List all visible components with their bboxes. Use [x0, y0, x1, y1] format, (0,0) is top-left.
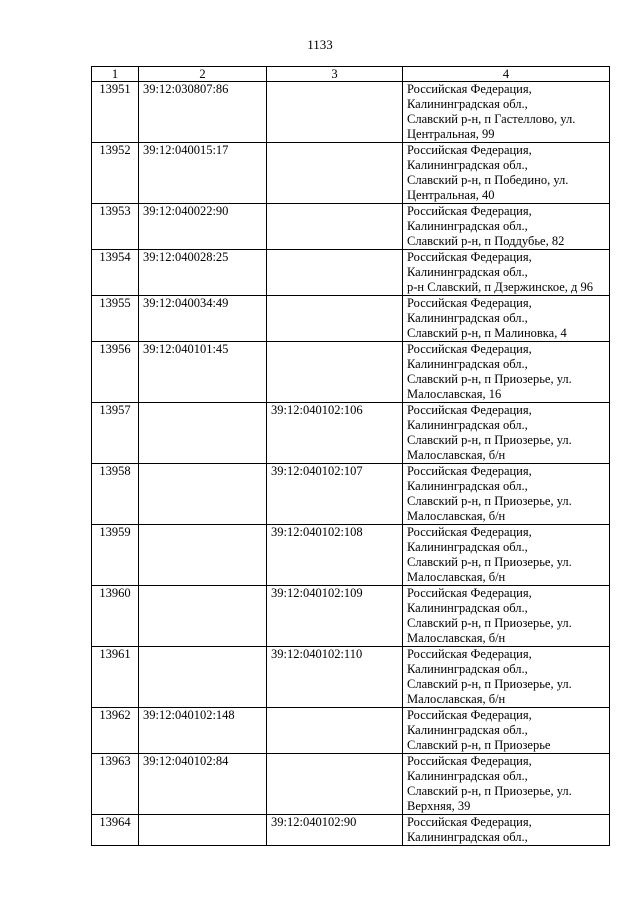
- cadastral-number: 39:12:040028:25: [139, 250, 267, 296]
- cadastral-number: [139, 403, 267, 464]
- cadastral-number-alt: 39:12:040102:106: [267, 403, 403, 464]
- cadastral-number-alt: [267, 296, 403, 342]
- cadastral-number-alt: [267, 708, 403, 754]
- cadastral-number: 39:12:040022:90: [139, 204, 267, 250]
- cadastral-number-alt: [267, 143, 403, 204]
- table-row: [92, 815, 610, 846]
- cadastral-number: [139, 525, 267, 586]
- table-row: [92, 403, 610, 464]
- cadastral-number-alt: [267, 754, 403, 815]
- address: Российская Федерация, Калининградская обл., р-н Славский, п Дзержинское, д 96: [403, 250, 610, 296]
- cadastral-number-alt: [267, 342, 403, 403]
- cadastral-number: 39:12:040102:84: [139, 754, 267, 815]
- address: Российская Федерация, Калининградская обл.,: [403, 815, 610, 846]
- address: Российская Федерация, Калининградская обл., Славский р-н, п Приозерье, ул. Малославская, б/н: [403, 647, 610, 708]
- row-number: 13954: [92, 250, 139, 296]
- table-row: [92, 525, 610, 586]
- cadastral-number: [139, 815, 267, 846]
- table-row: [92, 143, 610, 204]
- column-header-4: 4: [403, 67, 610, 82]
- row-number: 13961: [92, 647, 139, 708]
- row-number: 13964: [92, 815, 139, 846]
- table-row: [92, 296, 610, 342]
- column-header-3: 3: [267, 67, 403, 82]
- address: Российская Федерация, Калининградская обл., Славский р-н, п Поддубье, 82: [403, 204, 610, 250]
- cadastral-number: [139, 647, 267, 708]
- address: Российская Федерация, Калининградская обл., Славский р-н, п Приозерье, ул. Малославская, б/н: [403, 586, 610, 647]
- table-row: [92, 342, 610, 403]
- table-row: [92, 647, 610, 708]
- column-header-2: 2: [139, 67, 267, 82]
- cadastral-number: 39:12:040015:17: [139, 143, 267, 204]
- table-row: [92, 754, 610, 815]
- cadastral-number-alt: 39:12:040102:90: [267, 815, 403, 846]
- column-header-1: 1: [92, 67, 139, 82]
- cadastral-number-alt: [267, 250, 403, 296]
- address: Российская Федерация, Калининградская обл., Славский р-н, п Гастеллово, ул. Центральная, 99: [403, 82, 610, 143]
- address: Российская Федерация, Калининградская обл., Славский р-н, п Приозерье, ул. Малославская, б/н: [403, 403, 610, 464]
- row-number: 13952: [92, 143, 139, 204]
- cadastral-number: 39:12:040102:148: [139, 708, 267, 754]
- address: Российская Федерация, Калининградская обл., Славский р-н, п Победино, ул. Центральная, 40: [403, 143, 610, 204]
- cadastral-number-alt: 39:12:040102:109: [267, 586, 403, 647]
- row-number: 13958: [92, 464, 139, 525]
- cadastral-number-alt: 39:12:040102:110: [267, 647, 403, 708]
- cadastral-number-alt: [267, 204, 403, 250]
- row-number: 13962: [92, 708, 139, 754]
- table-row: [92, 586, 610, 647]
- address: Российская Федерация, Калининградская обл., Славский р-н, п Малиновка, 4: [403, 296, 610, 342]
- address: Российская Федерация, Калининградская обл., Славский р-н, п Приозерье, ул. Малославская, б/н: [403, 464, 610, 525]
- row-number: 13959: [92, 525, 139, 586]
- address: Российская Федерация, Калининградская обл., Славский р-н, п Приозерье: [403, 708, 610, 754]
- row-number: 13953: [92, 204, 139, 250]
- row-number: 13960: [92, 586, 139, 647]
- address: Российская Федерация, Калининградская обл., Славский р-н, п Приозерье, ул. Верхняя, 39: [403, 754, 610, 815]
- row-number: 13963: [92, 754, 139, 815]
- cadastral-number: [139, 464, 267, 525]
- table-row: [92, 82, 610, 143]
- table-header-row: [92, 67, 610, 82]
- page-number: 1133: [307, 37, 333, 52]
- row-number: 13951: [92, 82, 139, 143]
- registry-table: [91, 66, 610, 846]
- cadastral-number: [139, 586, 267, 647]
- row-number: 13955: [92, 296, 139, 342]
- cadastral-number: 39:12:030807:86: [139, 82, 267, 143]
- cadastral-number-alt: 39:12:040102:107: [267, 464, 403, 525]
- table-row: [92, 250, 610, 296]
- cadastral-number-alt: 39:12:040102:108: [267, 525, 403, 586]
- address: Российская Федерация, Калининградская обл., Славский р-н, п Приозерье, ул. Малославская, 16: [403, 342, 610, 403]
- table-row: [92, 204, 610, 250]
- cadastral-number: 39:12:040034:49: [139, 296, 267, 342]
- cadastral-number-alt: [267, 82, 403, 143]
- row-number: 13957: [92, 403, 139, 464]
- table-row: [92, 464, 610, 525]
- cadastral-number: 39:12:040101:45: [139, 342, 267, 403]
- row-number: 13956: [92, 342, 139, 403]
- table-row: [92, 708, 610, 754]
- address: Российская Федерация, Калининградская обл., Славский р-н, п Приозерье, ул. Малославская, б/н: [403, 525, 610, 586]
